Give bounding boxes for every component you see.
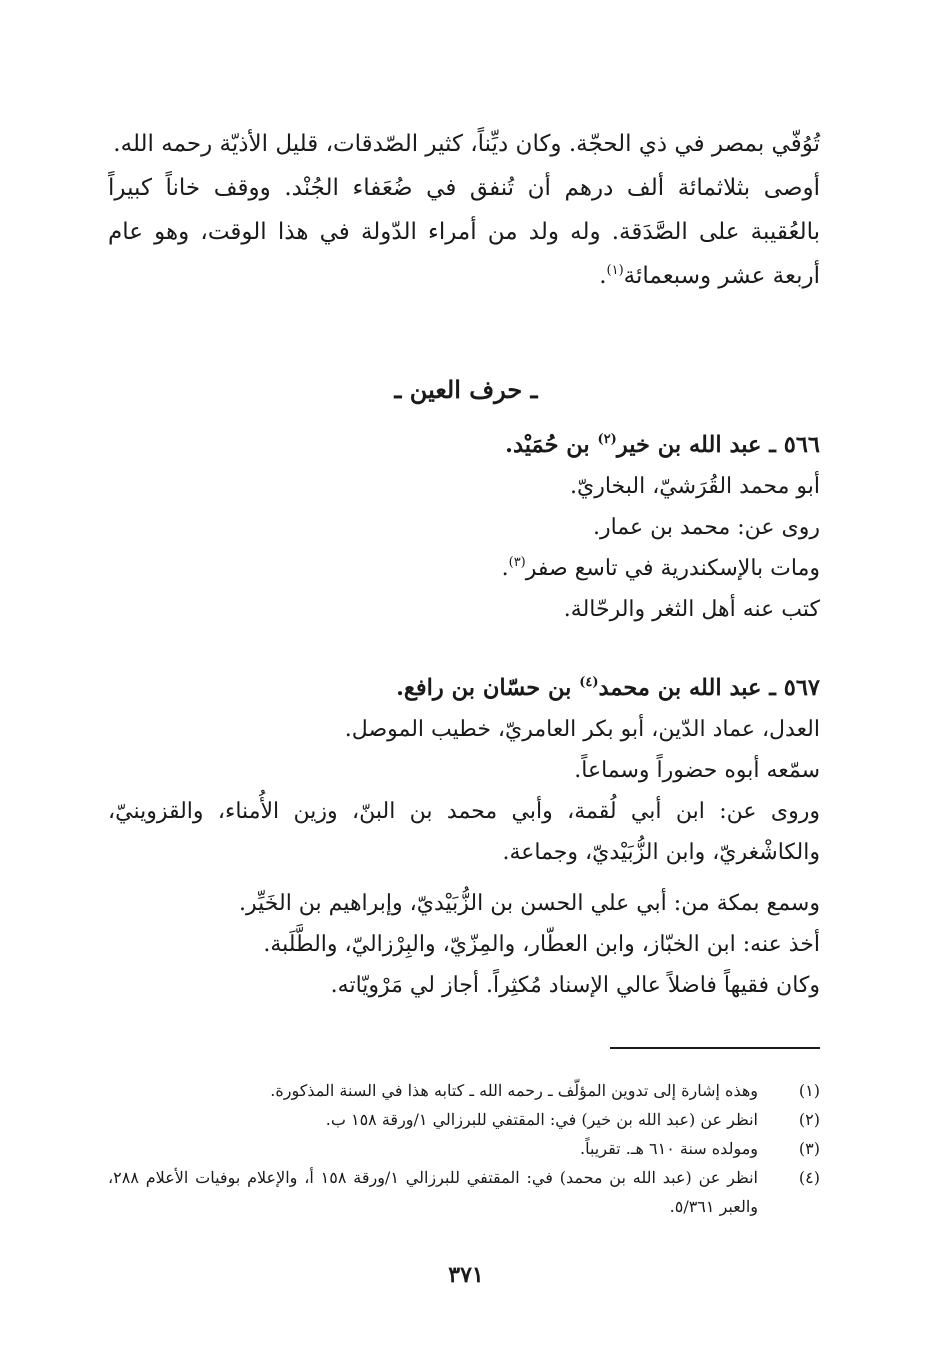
footnote-2	[108, 1105, 820, 1134]
footnote-separator	[610, 1047, 820, 1049]
entry-566-line-3-text: ومات بالإسكندرية في تاسع صفر	[525, 556, 820, 581]
footnote-text: وهذه إشارة إلى تدوين المؤلّف ـ رحمه الله ـ كتابه هذا في السنة المذكورة.	[270, 1081, 758, 1100]
entry-567-line-1: العدل، عماد الدّين، أبو بكر العامريّ، خطيب الموصل.	[344, 717, 820, 742]
footnote-1	[108, 1076, 820, 1105]
footnote-ref-4: (٤)	[579, 675, 599, 690]
footnote-3	[108, 1134, 820, 1163]
footnote-number: (١)	[798, 1081, 820, 1100]
footnote-number: (٤)	[798, 1168, 820, 1187]
entry-567-line-3: وروى عن: ابن أبي لُقمة، وأبي محمد بن البنّ، وزين الأُمناء، والقزوينيّ، والكاشْغريّ، وابن الزُّبَيْديّ، وجماعة.	[108, 799, 820, 865]
entry-566-heading	[108, 425, 820, 466]
footnote-ref-1: (١)	[606, 263, 624, 278]
intro-paragraph-1: تُوُفّي بمصر في ذي الحجّة. وكان ديِّناً، كثير الصّدقات، قليل الأذيّة رحمه الله.	[113, 131, 820, 157]
intro-paragraph-2	[108, 166, 820, 298]
entry-566	[108, 425, 820, 630]
entry-567-line-5: أخذ عنه: ابن الخبّاز، وابن العطّار، والمِزّيّ، والبِرْزاليّ، والطَّلَبة.	[263, 932, 820, 957]
entry-566-heading-name: ٥٦٦ ـ عبد الله بن خير	[616, 432, 820, 458]
section-title: ـ حرف العين ـ	[394, 375, 538, 404]
footnotes	[108, 1076, 820, 1221]
entry-567-heading-name: ٥٦٧ ـ عبد الله بن محمد	[598, 675, 820, 701]
entry-566-line-1: أبو محمد القُرَشيّ، البخاريّ.	[570, 474, 820, 499]
footnote-ref-2: (٢)	[597, 432, 617, 447]
footnote-ref-3: (٣)	[508, 555, 526, 570]
entry-567-line-2: سمّعه أبوه حضوراً وسماعاً.	[574, 758, 820, 783]
entry-566-line-3	[108, 548, 820, 589]
footnote-text: انظر عن (عبد الله بن محمد) في: المقتفي للبرزالي ١/ورقة ١٥٨ أ، والإعلام بوفيات الأعلام ٢٨٨، والعبر ٥/٣٦١.	[108, 1168, 758, 1216]
entry-567-heading-lineage: بن حسّان بن رافع.	[396, 675, 580, 701]
entry-566-heading-lineage: بن حُمَيْد.	[505, 432, 598, 458]
intro-paragraph-2-end: .	[599, 263, 607, 289]
page-number: ٣٧١	[448, 1262, 484, 1288]
footnote-text: ومولده سنة ٦١٠ هـ. تقريباً.	[580, 1139, 758, 1158]
footnote-number: (٢)	[798, 1110, 820, 1129]
footnote-number: (٣)	[798, 1139, 820, 1158]
entry-567	[108, 668, 820, 1006]
entry-567-line-6: وكان فقيهاً فاضلاً عالي الإسناد مُكثِراً. أجاز لي مَرْويّاته.	[330, 973, 820, 998]
intro-paragraphs	[108, 122, 820, 298]
entry-567-heading	[108, 668, 820, 709]
footnote-4	[108, 1163, 820, 1221]
entry-566-line-4: كتب عنه أهل الثغر والرحّالة.	[563, 597, 820, 622]
entry-566-line-2: روى عن: محمد بن عمار.	[592, 515, 820, 540]
footnote-text: انظر عن (عبد الله بن خير) في: المقتفي للبرزالي ١/ورقة ١٥٨ ب.	[325, 1110, 758, 1129]
entry-566-line-3-end: .	[501, 556, 509, 581]
intro-paragraph-2-text: أوصى بثلاثمائة ألف درهم أن تُنفق في ضُعَفاء الجُنْد. ووقف خاناً كبيراً بالعُقيبة على الصَّدَقة. وله ولد من أمراء الدّولة في هذا الوقت، وهو عام أربعة عشر وسبعمائة	[108, 175, 820, 289]
entry-567-line-4: وسمع بمكة من: أبي علي الحسن بن الزُّبَيْديّ، وإبراهيم بن الخَيِّر.	[239, 891, 820, 916]
